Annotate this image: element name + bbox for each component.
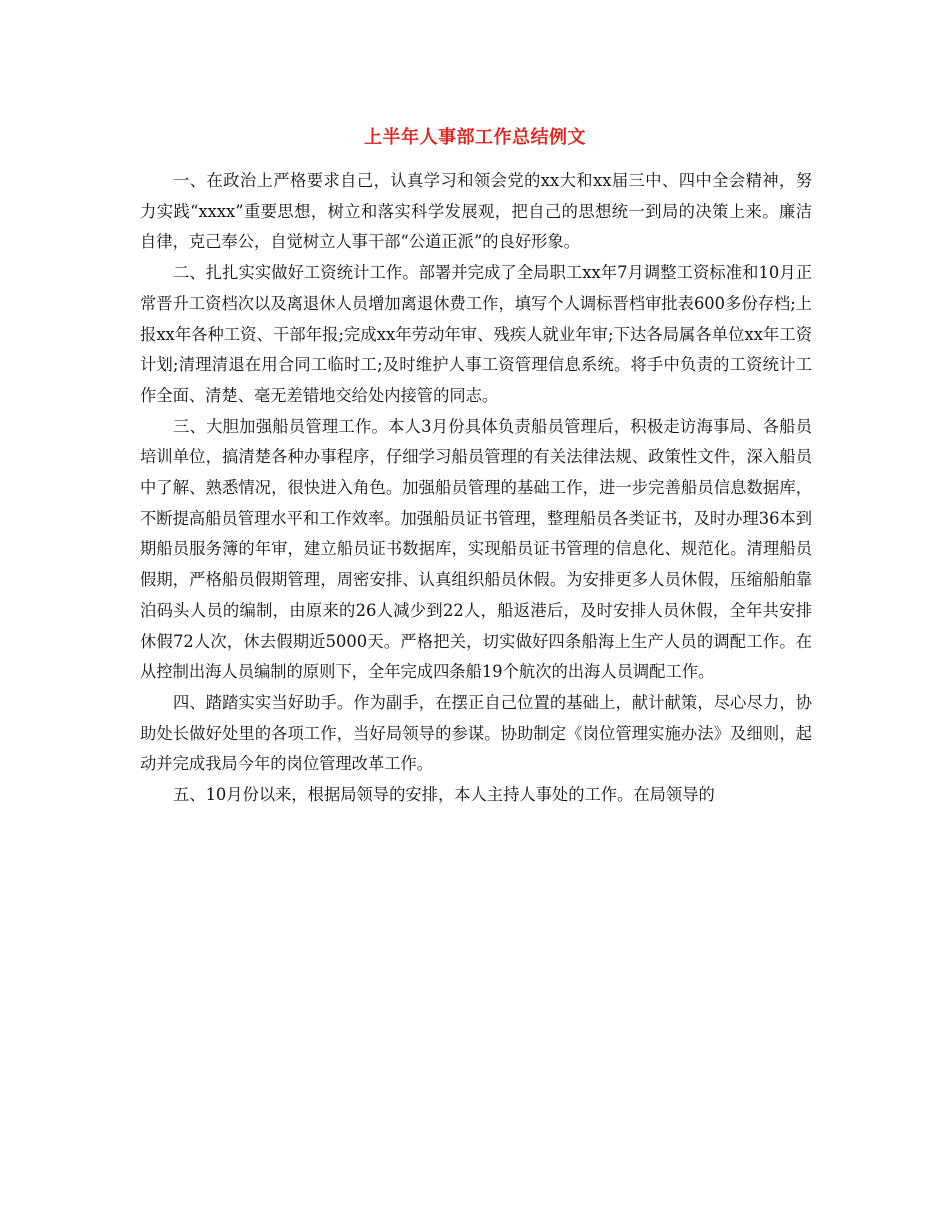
paragraph-3: 三、大胆加强船员管理工作。本人3月份具体负责船员管理后，积极走访海事局、各船员培训单位，搞清楚各种办事程序，仔细学习船员管理的有关法律法规、政策性文件，深入船员中了解、熟悉情况，很快进入角色。加强船员管理的基础工作，进一步完善船员信息数据库，不断提高船员管理水平和工作效率。加强船员证书管理，整理船员各类证书，及时办理36本到期船员服务簿的年审，建立船员证书数据库，实现船员证书管理的信息化、规范化。清理船员假期，严格船员假期管理，周密安排、认真组织船员休假。为安排更多人员休假，压缩船舶靠泊码头人员的编制，由原来的26人减少到22人，船返港后，及时安排人员休假，全年共安排休假72人次，休去假期近5000天。严格把关，切实做好四条船海上生产人员的调配工作。在从控制出海人员编制的原则下，全年完成四条船19个航次的出海人员调配工作。 <box>140 416 812 682</box>
paragraph-1: 一、在政治上严格要求自己，认真学习和领会党的xx大和xx届三中、四中全会精神，努力实践“xxxx”重要思想，树立和落实科学发展观，把自己的思想统一到局的决策上来。廉洁自律，克己奉公，自觉树立人事干部“公道正派”的良好形象。 <box>140 171 812 252</box>
paragraph-2: 二、扎扎实实做好工资统计工作。部署并完成了全局职工xx年7月调整工资标准和10月正常晋升工资档次以及离退休人员增加离退休费工作，填写个人调标晋档审批表600多份存档;上报xx年各种工资、干部年报;完成xx年劳动年审、残疾人就业年审;下达各局属各单位xx年工资计划;清理清退在用合同工临时工;及时维护人事工资管理信息系统。将手中负责的工资统计工作全面、清楚、毫无差错地交给处内接管的同志。 <box>140 263 812 405</box>
paragraph-5: 五、10月份以来，根据局领导的安排，本人主持人事处的工作。在局领导的 <box>173 785 715 805</box>
document-body <box>140 166 812 811</box>
document-title: 上半年人事部工作总结例文 <box>364 127 586 148</box>
paragraph-4: 四、踏踏实实当好助手。作为副手，在摆正自己位置的基础上，献计献策，尽心尽力，协助处长做好处里的各项工作，当好局领导的参谋。协助制定《岗位管理实施办法》及细则，起动并完成我局今年的岗位管理改革工作。 <box>140 692 812 774</box>
